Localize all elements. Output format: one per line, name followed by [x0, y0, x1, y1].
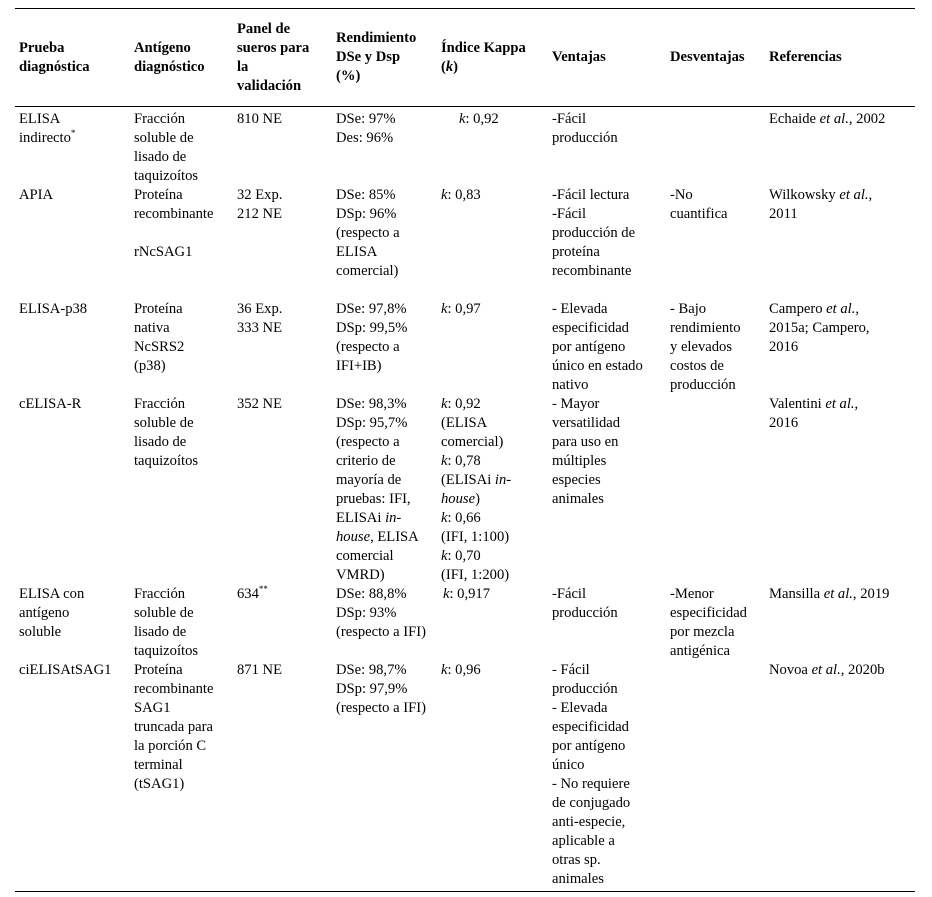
antigeno-line: lisado de	[134, 149, 187, 165]
header-panel	[233, 9, 332, 107]
cell-rendimiento	[332, 661, 437, 892]
ventajas-line: producción	[552, 605, 618, 621]
diagnostic-tests-table	[15, 8, 915, 892]
prueba-line: indirecto*	[19, 128, 76, 146]
antigeno-line: (p38)	[134, 358, 166, 374]
rendimiento-line: mayoría de	[336, 472, 402, 488]
cell-prueba	[15, 300, 130, 395]
rendimiento-line: IFI+IB)	[336, 358, 382, 374]
cell-antigeno	[130, 300, 233, 395]
ventajas-line: especificidad	[552, 320, 629, 336]
rendimiento-line: comercial	[336, 548, 394, 564]
cell-kappa	[437, 300, 548, 395]
kappa-line: (IFI, 1:100)	[441, 529, 510, 545]
antigeno-line: Proteína	[134, 301, 183, 317]
antigeno-line: taquizoítos	[134, 168, 199, 184]
panel-line: 871 NE	[237, 662, 282, 678]
antigeno-line: SAG1	[134, 700, 171, 716]
prueba-line: ELISA-p38	[19, 301, 88, 317]
kappa-symbol: k	[441, 453, 448, 469]
prueba-line: APIA	[19, 187, 54, 203]
rendimiento-line: (respecto a	[336, 434, 400, 450]
ventajas-line: producción	[552, 681, 618, 697]
cell-referencias	[765, 585, 915, 661]
rendimiento-line: DSe: 97%	[336, 111, 396, 127]
cell-referencias	[765, 300, 915, 395]
kappa-line: k: 0,96	[441, 662, 481, 678]
ventajas-line: -Fácil	[552, 206, 587, 222]
kappa-symbol: k	[441, 301, 448, 317]
kappa-line: (ELISA	[441, 415, 488, 431]
prueba-line: antígeno	[19, 605, 70, 621]
cell-ventajas	[548, 661, 666, 892]
prueba-line: ELISA	[19, 111, 61, 127]
cell-rendimiento	[332, 395, 437, 585]
ventajas-line: aplicable a	[552, 833, 615, 849]
header-line: diagnóstico	[134, 58, 205, 75]
ventajas-line: - No requiere	[552, 776, 630, 792]
referencias-line: 2016	[769, 339, 799, 355]
header-line: Desventajas	[670, 49, 745, 65]
header-antigeno	[130, 9, 233, 107]
header-ventajas	[548, 9, 666, 107]
desventajas-line: especificidad	[670, 605, 747, 621]
cell-desventajas	[666, 585, 765, 661]
cell-antigeno	[130, 395, 233, 585]
ventajas-line: -Fácil	[552, 111, 587, 127]
header-rendimiento	[332, 9, 437, 107]
kappa-line: k: 0,917	[443, 586, 491, 602]
table-row	[15, 300, 915, 395]
ventajas-line: para uso en	[552, 434, 619, 450]
rendimiento-line: house, ELISA	[336, 529, 419, 545]
cell-panel	[233, 585, 332, 661]
antigeno-line: Fracción	[134, 396, 186, 412]
cell-antigeno	[130, 585, 233, 661]
header-line: (%)	[336, 68, 361, 84]
kappa-line: (IFI, 1:200)	[441, 567, 510, 583]
ventajas-line: por antígeno	[552, 738, 626, 754]
cell-kappa	[437, 107, 548, 187]
cell-antigeno	[130, 107, 233, 187]
cell-antigeno	[130, 661, 233, 892]
antigeno-line: soluble de	[134, 605, 194, 621]
desventajas-line: -Menor	[670, 586, 714, 602]
header-line: diagnóstica	[19, 58, 90, 75]
cell-panel	[233, 107, 332, 187]
ventajas-line: producción de	[552, 225, 636, 241]
cell-referencias	[765, 395, 915, 585]
kappa-symbol: k	[441, 510, 448, 526]
ventajas-line: animales	[552, 871, 604, 887]
cell-referencias	[765, 107, 915, 187]
antigeno-line: soluble de	[134, 130, 194, 146]
rendimiento-line: (respecto a	[336, 225, 400, 241]
footnote-marker: **	[258, 584, 268, 594]
table-body	[15, 107, 915, 892]
antigeno-line: recombinante	[134, 681, 214, 697]
kappa-symbol: k	[459, 111, 466, 127]
cell-antigeno	[130, 186, 233, 300]
ventajas-line: proteína	[552, 244, 600, 260]
ventajas-line: especies	[552, 472, 601, 488]
rendimiento-line: (respecto a IFI)	[336, 700, 426, 716]
rendimiento-line: DSp: 99,5%	[336, 320, 408, 336]
ventajas-line: -Fácil lectura	[552, 187, 630, 203]
rendimiento-line: DSe: 85%	[336, 187, 396, 203]
kappa-symbol: k	[441, 187, 448, 203]
rendimiento-line: DSe: 98,3%	[336, 396, 407, 412]
header-line: Índice Kappa	[441, 39, 526, 56]
cell-panel	[233, 300, 332, 395]
table-row	[15, 107, 915, 187]
desventajas-line: cuantifica	[670, 206, 728, 222]
cell-prueba	[15, 395, 130, 585]
antigeno-line: Proteína	[134, 662, 183, 678]
cell-referencias	[765, 186, 915, 300]
table-header	[15, 9, 915, 107]
header-line: Rendimiento	[336, 30, 417, 46]
cell-ventajas	[548, 300, 666, 395]
desventajas-line: antigénica	[670, 643, 730, 659]
rendimiento-line: pruebas: IFI,	[336, 491, 411, 507]
antigeno-line: taquizoítos	[134, 643, 199, 659]
referencias-line: Echaide et al., 2002	[769, 111, 886, 127]
kappa-line: k: 0,83	[441, 187, 481, 203]
cell-prueba	[15, 107, 130, 187]
kappa-symbol: k	[441, 396, 448, 412]
cell-desventajas	[666, 300, 765, 395]
header-desventajas	[666, 9, 765, 107]
ventajas-line: de conjugado	[552, 795, 631, 811]
ventajas-line: animales	[552, 491, 604, 507]
panel-line: 212 NE	[237, 206, 282, 222]
kappa-line: k: 0,66	[441, 510, 481, 526]
prueba-line: ELISA con	[19, 586, 85, 602]
kappa-line: k: 0,92	[459, 111, 499, 127]
header-line: DSe y Dsp	[336, 49, 401, 65]
rendimiento-line: DSe: 97,8%	[336, 301, 407, 317]
rendimiento-line: DSe: 88,8%	[336, 586, 407, 602]
header-line: Antígeno	[134, 39, 191, 56]
antigeno-line: lisado de	[134, 624, 187, 640]
ventajas-line: otras sp.	[552, 852, 601, 868]
rendimiento-line: DSp: 97,9%	[336, 681, 408, 697]
cell-kappa	[437, 585, 548, 661]
desventajas-line: y elevados	[670, 339, 733, 355]
kappa-line: k: 0,70	[441, 548, 481, 564]
antigeno-line: rNcSAG1	[134, 244, 193, 260]
cell-prueba	[15, 661, 130, 892]
cell-desventajas	[666, 107, 765, 187]
ventajas-line: - Fácil	[552, 662, 590, 678]
ventajas-line: especificidad	[552, 719, 629, 735]
ventajas-line: único en estado	[552, 358, 643, 374]
header-kappa	[437, 9, 548, 107]
panel-line: 352 NE	[237, 396, 282, 412]
cell-prueba	[15, 585, 130, 661]
desventajas-line: producción	[670, 377, 736, 393]
cell-rendimiento	[332, 585, 437, 661]
rendimiento-line: (respecto a IFI)	[336, 624, 426, 640]
panel-line: 634**	[237, 584, 268, 602]
cell-ventajas	[548, 107, 666, 187]
header-line: (k)	[441, 58, 459, 75]
cell-kappa	[437, 395, 548, 585]
kappa-line: k: 0,78	[441, 453, 481, 469]
antigeno-line: taquizoítos	[134, 453, 199, 469]
table-row	[15, 395, 915, 585]
cell-ventajas	[548, 585, 666, 661]
cell-referencias	[765, 661, 915, 892]
antigeno-line: terminal	[134, 757, 183, 773]
desventajas-line: rendimiento	[670, 320, 741, 336]
kappa-line: k: 0,97	[441, 301, 481, 317]
prueba-line: soluble	[19, 624, 62, 640]
referencias-line: 2016	[769, 415, 799, 431]
panel-line: 32 Exp.	[237, 187, 283, 203]
antigeno-line: lisado de	[134, 434, 187, 450]
antigeno-line: Fracción	[134, 111, 186, 127]
cell-ventajas	[548, 186, 666, 300]
kappa-symbol: k	[441, 548, 448, 564]
antigeno-line: NcSRS2	[134, 339, 185, 355]
desventajas-line: por mezcla	[670, 624, 735, 640]
referencias-line: Valentini et al.,	[769, 396, 859, 412]
ventajas-line: - Elevada	[552, 301, 608, 317]
footnote-marker: *	[70, 128, 76, 138]
cell-kappa	[437, 186, 548, 300]
rendimiento-line: (respecto a	[336, 339, 400, 355]
kappa-symbol: k	[443, 586, 450, 602]
kappa-line: (ELISAi in-	[441, 472, 512, 488]
ventajas-line: versatilidad	[552, 415, 621, 431]
rendimiento-line: criterio de	[336, 453, 396, 469]
header-line: Referencias	[769, 49, 842, 65]
desventajas-line: -No	[670, 187, 693, 203]
antigeno-line: soluble de	[134, 415, 194, 431]
cell-prueba	[15, 186, 130, 300]
rendimiento-line: VMRD)	[336, 567, 385, 583]
desventajas-line: costos de	[670, 358, 724, 374]
ventajas-line: anti-especie,	[552, 814, 626, 830]
rendimiento-line: comercial)	[336, 263, 399, 279]
rendimiento-line: Des: 96%	[336, 130, 394, 146]
header-referencias	[765, 9, 915, 107]
prueba-line: ciELISAtSAG1	[19, 662, 112, 678]
antigeno-line: (tSAG1)	[134, 776, 185, 792]
kappa-line: k: 0,92	[441, 396, 481, 412]
kappa-symbol: k	[441, 662, 448, 678]
rendimiento-line: ELISA	[336, 244, 378, 260]
cell-panel	[233, 661, 332, 892]
ventajas-line: producción	[552, 130, 618, 146]
prueba-line: cELISA-R	[19, 396, 82, 412]
header-line: sueros para	[237, 39, 310, 56]
desventajas-line: - Bajo	[670, 301, 707, 317]
ventajas-line: único	[552, 757, 585, 773]
cell-panel	[233, 395, 332, 585]
ventajas-line: -Fácil	[552, 586, 587, 602]
cell-rendimiento	[332, 186, 437, 300]
cell-panel	[233, 186, 332, 300]
header-line: validación	[237, 77, 302, 94]
referencias-line: 2015a; Campero,	[769, 320, 870, 336]
ventajas-line: - Elevada	[552, 700, 608, 716]
header-line: Ventajas	[552, 49, 606, 65]
antigeno-line: Fracción	[134, 586, 186, 602]
panel-line: 810 NE	[237, 111, 282, 127]
header-line: Prueba	[19, 39, 65, 56]
cell-desventajas	[666, 661, 765, 892]
ventajas-line: - Mayor	[552, 396, 600, 412]
antigeno-line: truncada para	[134, 719, 213, 735]
kappa-line: comercial)	[441, 434, 504, 450]
antigeno-line: Proteína	[134, 187, 183, 203]
table-row	[15, 186, 915, 300]
referencias-line: Campero et al.,	[769, 301, 859, 317]
ventajas-line: recombinante	[552, 263, 632, 279]
cell-rendimiento	[332, 300, 437, 395]
referencias-line: 2011	[769, 206, 798, 222]
panel-line: 333 NE	[237, 320, 282, 336]
rendimiento-line: DSp: 95,7%	[336, 415, 408, 431]
cell-rendimiento	[332, 107, 437, 187]
rendimiento-line: DSp: 96%	[336, 206, 397, 222]
panel-line: 36 Exp.	[237, 301, 283, 317]
referencias-line: Novoa et al., 2020b	[769, 662, 885, 678]
antigeno-line	[134, 224, 229, 243]
cell-desventajas	[666, 186, 765, 300]
rendimiento-line: ELISAi in-	[336, 510, 402, 526]
header-prueba	[15, 9, 130, 107]
header-row	[15, 9, 915, 107]
cell-ventajas	[548, 395, 666, 585]
referencias-line: Mansilla et al., 2019	[769, 586, 890, 602]
ventajas-line: múltiples	[552, 453, 607, 469]
ventajas-line: por antígeno	[552, 339, 626, 355]
cell-desventajas	[666, 395, 765, 585]
rendimiento-line: DSp: 93%	[336, 605, 397, 621]
rendimiento-line: DSe: 98,7%	[336, 662, 407, 678]
header-line: Panel de	[237, 20, 291, 37]
ventajas-line: nativo	[552, 377, 589, 393]
header-line: la	[237, 58, 249, 75]
table-row	[15, 661, 915, 892]
antigeno-line: nativa	[134, 320, 170, 336]
cell-kappa	[437, 661, 548, 892]
antigeno-line: recombinante	[134, 206, 214, 222]
kappa-symbol: k	[445, 58, 454, 75]
kappa-line: house)	[441, 491, 480, 507]
antigeno-line: la porción C	[134, 738, 207, 754]
referencias-line: Wilkowsky et al.,	[769, 187, 873, 203]
table-row	[15, 585, 915, 661]
